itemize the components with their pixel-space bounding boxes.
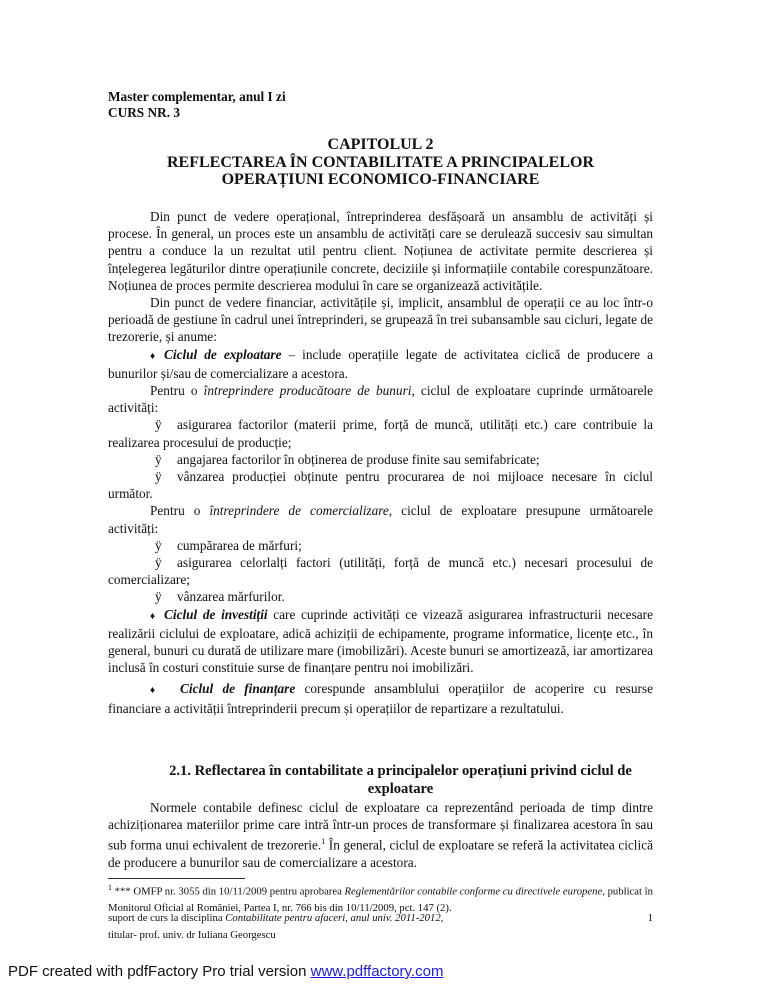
text: asigurarea celorlalți factori (utilități, forță de muncă etc.) necesari procesului de comercializare; xyxy=(108,555,653,588)
paragraph xyxy=(108,799,653,871)
text: angajarea factorilor în obținerea de produse finite sau semifabricate; xyxy=(177,451,540,467)
page-number: 1 xyxy=(647,912,653,924)
text: *** OMFP nr. 3055 din 10/11/2009 pentru aprobarea xyxy=(112,885,345,898)
chapter-number: CAPITOLUL 2 xyxy=(327,136,434,153)
term: Ciclul de finanțare xyxy=(180,681,296,697)
diamond-bullet-icon: ♦ xyxy=(150,685,156,697)
text: , ciclul de exploatare cuprinde următoarele activități: xyxy=(108,383,653,416)
text: Pentru o xyxy=(150,503,210,519)
arrow-bullet-icon: ÿ xyxy=(155,417,162,433)
term: Ciclul de exploatare xyxy=(164,346,282,362)
course-number: CURS NR. 3 xyxy=(108,105,181,120)
diamond-bullet-icon: ♦ xyxy=(150,350,156,362)
diamond-bullet-icon: ♦ xyxy=(150,610,156,622)
arrow-bullet-icon: ÿ xyxy=(155,469,162,485)
course-level: Master complementar, anul I zi xyxy=(108,89,286,104)
footnote-divider xyxy=(108,878,245,879)
text: , publicat în Monitorul Oficial al României, Partea I, nr. 766 bis din 10/11/2009, pct. 147 (2). xyxy=(108,885,653,915)
text: Normele contabile definesc ciclul de exploatare ca reprezentând perioada de timp dintre achiziționarea materiilor prime care intră într-un proces de transformare și finalizarea acestora în sau sub forma unui echivalent de trezorerie. xyxy=(108,800,653,853)
paragraph: Din punct de vedere financiar, activitățile și, implicit, ansamblul de operații ce au loc într-o perioadă de gestiune în cadrul unei întreprinderi, se grupează în trei subansamble sau cicluri, legate de trezorerie, și anume: xyxy=(108,295,653,345)
text: În general, ciclul de exploatare se referă la activitatea ciclică de producere a bunurilor sau de comercializare a acestora. xyxy=(108,837,654,871)
bullet-investitii xyxy=(108,606,653,677)
list-item xyxy=(108,451,653,468)
footnote-number: 1 xyxy=(108,883,112,892)
arrow-bullet-icon: ÿ xyxy=(155,555,162,571)
bullet-finantare xyxy=(108,680,653,716)
banner-text: PDF created with pdfFactory Pro trial version xyxy=(8,963,311,980)
text: – include operațiile legate de activitatea ciclică de producere a bunurilor și/sau de comercializare a acestora. xyxy=(108,346,653,381)
text: Reglementărilor contabile conforme cu directivele europene xyxy=(344,885,603,898)
page-footer xyxy=(108,910,653,943)
list-item xyxy=(108,468,653,502)
text: cumpărarea de mărfuri; xyxy=(177,537,302,553)
text: suport de curs la disciplina xyxy=(108,912,226,924)
term: întreprindere producătoare de bunuri xyxy=(203,383,412,399)
chapter-title-line1: REFLECTAREA ÎN CONTABILITATE A PRINCIPALELOR xyxy=(166,153,595,171)
arrow-bullet-icon: ÿ xyxy=(155,451,162,467)
body-text xyxy=(108,208,653,717)
list-item xyxy=(108,588,653,605)
chapter-title-line2: OPERAȚIUNI ECONOMICO-FINANCIARE xyxy=(221,171,540,188)
text: Pentru o xyxy=(150,383,204,399)
list-item xyxy=(108,537,653,554)
pdf-banner xyxy=(8,963,443,980)
text: vânzarea mărfurilor. xyxy=(177,589,285,605)
bullet-exploatare xyxy=(108,346,653,382)
section-paragraph xyxy=(108,799,653,871)
arrow-bullet-icon: ÿ xyxy=(155,537,162,553)
chapter-title xyxy=(108,136,653,189)
footnote-ref[interactable]: 1 xyxy=(321,837,326,847)
text: Contabilitate pentru afaceri, anul univ. 2011-2012, xyxy=(225,912,444,924)
text: vânzarea producției obținute pentru procurarea de noi mijloace necesare în ciclul următor. xyxy=(108,469,653,502)
section-heading: 2.1. Reflectarea în contabilitate a principalelor operațiuni privind ciclul de exploatare xyxy=(169,763,632,797)
footer-author: titular- prof. univ. dr Iuliana Georgescu xyxy=(108,928,276,941)
paragraph xyxy=(108,382,653,416)
paragraph xyxy=(108,502,653,536)
text: , ciclul de exploatare presupune următoarele activități: xyxy=(108,503,653,536)
text: corespunde ansamblului operațiilor de acoperire cu resurse financiare a activității întreprinderii precum și operațiilor de repartizare a rezultatului. xyxy=(108,681,653,716)
list-item xyxy=(108,416,653,450)
arrow-bullet-icon: ÿ xyxy=(155,589,162,605)
term: Ciclul de investiții xyxy=(164,606,268,622)
term: întreprindere de comercializare xyxy=(209,503,389,519)
paragraph: Din punct de vedere operațional, întreprinderea desfășoară un ansamblu de activități și procese. În general, un proces este un ansamblu de activități care se derulează succesiv sau simultan pentru a conduce la un rezultat util pentru client. Noțiunea de activitate permite descrierea și înțelegerea legăturilor dintre operațiunile concrete, deciziile și informațiile contabile corespunzătoare. Noțiunea de proces permite descrierea modului în care se organizează activitățile. xyxy=(108,209,653,293)
text: care cuprinde activități ce vizează asigurarea infrastructurii necesare realizării ciclului de exploatare, adică achiziții de echipamente, programe informatice, licențe etc., în general, bunuri cu durată de utilizare mare (imobilizări). Aceste bunuri se amortizează, iar amortizarea inclusă în costuri constituie surse de finanțare pentru noi imobilizări. xyxy=(108,606,653,676)
list-item xyxy=(108,554,653,588)
text: asigurarea factorilor (materii prime, forță de muncă, utilități etc.) care contribuie la realizarea procesului de producție; xyxy=(108,417,653,450)
pdffactory-link[interactable]: www.pdffactory.com xyxy=(310,963,444,980)
